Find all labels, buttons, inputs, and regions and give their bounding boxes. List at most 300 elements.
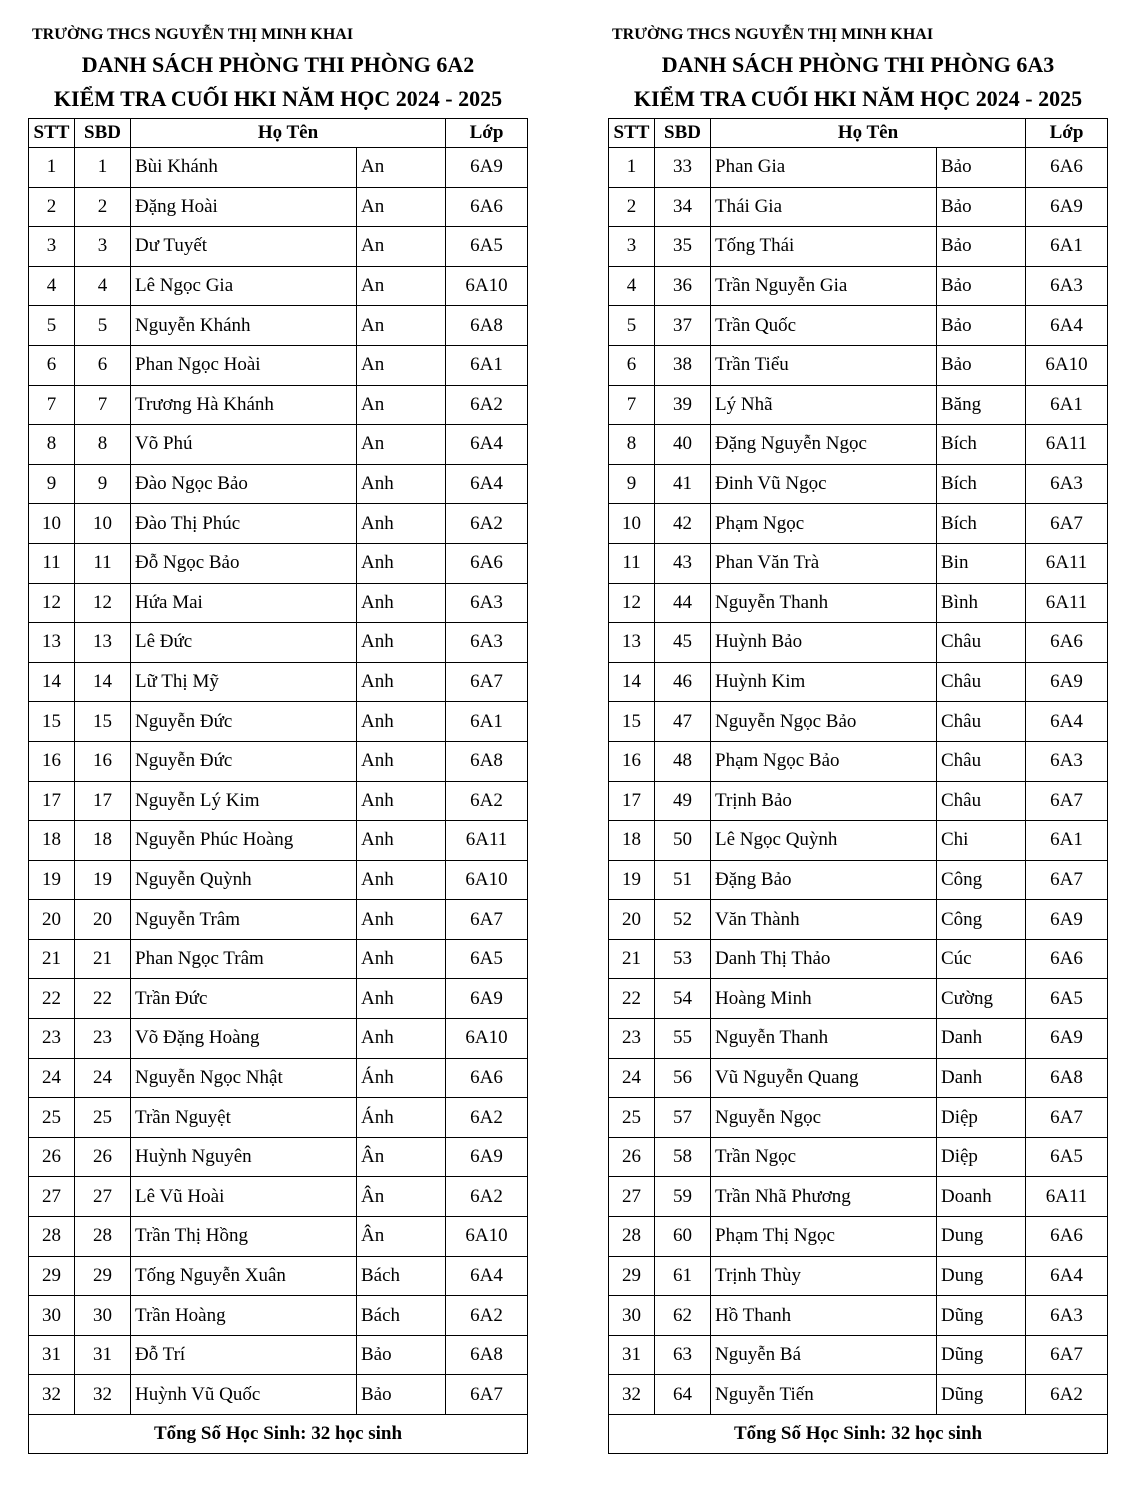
- stt-cell: 22: [29, 979, 75, 1019]
- table-row: [609, 227, 1108, 267]
- sbd-cell: 59: [655, 1177, 711, 1217]
- table-row: [29, 702, 528, 742]
- table-row: [29, 306, 528, 346]
- sbd-cell: 61: [655, 1256, 711, 1296]
- class-cell: 6A8: [446, 306, 528, 346]
- class-cell: 6A5: [1026, 1137, 1108, 1177]
- sbd-cell: 13: [75, 623, 131, 663]
- sbd-cell: 21: [75, 939, 131, 979]
- given-name-cell: Anh: [357, 821, 446, 861]
- sbd-cell: 30: [75, 1296, 131, 1336]
- table-row: [609, 821, 1108, 861]
- sbd-cell: 51: [655, 860, 711, 900]
- given-name-cell: An: [357, 345, 446, 385]
- given-name-cell: Anh: [357, 702, 446, 742]
- sbd-cell: 16: [75, 741, 131, 781]
- stt-cell: 27: [29, 1177, 75, 1217]
- table-row: [29, 979, 528, 1019]
- class-cell: 6A7: [1026, 1335, 1108, 1375]
- stt-cell: 9: [29, 464, 75, 504]
- given-name-cell: An: [357, 227, 446, 267]
- given-name-cell: Bích: [937, 504, 1026, 544]
- surname-cell: Hứa Mai: [131, 583, 357, 623]
- surname-cell: Nguyễn Lý Kim: [131, 781, 357, 821]
- given-name-cell: Bảo: [937, 227, 1026, 267]
- room-title: DANH SÁCH PHÒNG THI PHÒNG 6A2: [81, 52, 475, 77]
- header-name: Họ Tên: [131, 119, 446, 148]
- stt-cell: 6: [29, 345, 75, 385]
- given-name-cell: Bách: [357, 1256, 446, 1296]
- given-name-cell: Ân: [357, 1217, 446, 1257]
- surname-cell: Trần Hoàng: [131, 1296, 357, 1336]
- given-name-cell: Anh: [357, 1019, 446, 1059]
- given-name-cell: Châu: [937, 662, 1026, 702]
- stt-cell: 29: [29, 1256, 75, 1296]
- table-row: [609, 385, 1108, 425]
- table-row: [29, 821, 528, 861]
- surname-cell: Huỳnh Nguyên: [131, 1137, 357, 1177]
- header-sbd: SBD: [75, 119, 131, 148]
- sbd-cell: 45: [655, 623, 711, 663]
- sbd-cell: 57: [655, 1098, 711, 1138]
- class-cell: 6A11: [1026, 543, 1108, 583]
- given-name-cell: Bích: [937, 425, 1026, 465]
- surname-cell: Danh Thị Thảo: [711, 939, 937, 979]
- surname-cell: Đặng Bảo: [711, 860, 937, 900]
- stt-cell: 23: [29, 1019, 75, 1059]
- table-row: [29, 583, 528, 623]
- class-cell: 6A4: [446, 1256, 528, 1296]
- table-row: [29, 1296, 528, 1336]
- stt-cell: 2: [29, 187, 75, 227]
- stt-cell: 5: [29, 306, 75, 346]
- sbd-cell: 38: [655, 345, 711, 385]
- surname-cell: Trần Nhã Phương: [711, 1177, 937, 1217]
- table-header-row: [29, 119, 528, 148]
- sbd-cell: 9: [75, 464, 131, 504]
- stt-cell: 7: [609, 385, 655, 425]
- class-cell: 6A9: [1026, 187, 1108, 227]
- table-row: [29, 266, 528, 306]
- surname-cell: Lê Vũ Hoài: [131, 1177, 357, 1217]
- class-cell: 6A4: [446, 464, 528, 504]
- class-cell: 6A4: [1026, 306, 1108, 346]
- class-cell: 6A3: [1026, 266, 1108, 306]
- class-cell: 6A4: [1026, 1256, 1108, 1296]
- table-row: [609, 1296, 1108, 1336]
- table-row: [609, 702, 1108, 742]
- sbd-cell: 14: [75, 662, 131, 702]
- stt-cell: 15: [29, 702, 75, 742]
- stt-cell: 22: [609, 979, 655, 1019]
- surname-cell: Nguyễn Trâm: [131, 900, 357, 940]
- table-row: [609, 623, 1108, 663]
- table-row: [29, 1217, 528, 1257]
- class-cell: 6A9: [1026, 900, 1108, 940]
- sbd-cell: 18: [75, 821, 131, 861]
- class-cell: 6A1: [1026, 821, 1108, 861]
- exam-subtitle: KIỂM TRA CUỐI HKI NĂM HỌC 2024 - 2025: [633, 86, 1083, 111]
- class-cell: 6A2: [446, 385, 528, 425]
- table-row: [29, 1058, 528, 1098]
- given-name-cell: Anh: [357, 662, 446, 702]
- stt-cell: 28: [609, 1217, 655, 1257]
- given-name-cell: Cường: [937, 979, 1026, 1019]
- stt-cell: 28: [29, 1217, 75, 1257]
- class-cell: 6A1: [446, 345, 528, 385]
- given-name-cell: Anh: [357, 860, 446, 900]
- class-cell: 6A7: [1026, 1098, 1108, 1138]
- surname-cell: Trần Quốc: [711, 306, 937, 346]
- given-name-cell: An: [357, 187, 446, 227]
- table-row: [29, 1137, 528, 1177]
- surname-cell: Đào Ngọc Bảo: [131, 464, 357, 504]
- class-cell: 6A9: [1026, 1019, 1108, 1059]
- given-name-cell: An: [357, 266, 446, 306]
- stt-cell: 3: [29, 227, 75, 267]
- surname-cell: Đào Thị Phúc: [131, 504, 357, 544]
- sbd-cell: 63: [655, 1335, 711, 1375]
- table-row: [609, 1217, 1108, 1257]
- class-cell: 6A7: [446, 1375, 528, 1415]
- table-row: [609, 662, 1108, 702]
- sbd-cell: 26: [75, 1137, 131, 1177]
- class-cell: 6A1: [1026, 385, 1108, 425]
- sbd-cell: 4: [75, 266, 131, 306]
- given-name-cell: Anh: [357, 781, 446, 821]
- given-name-cell: Anh: [357, 623, 446, 663]
- class-cell: 6A6: [446, 187, 528, 227]
- surname-cell: Lý Nhã: [711, 385, 937, 425]
- surname-cell: Đặng Nguyễn Ngọc: [711, 425, 937, 465]
- sbd-cell: 33: [655, 148, 711, 188]
- stt-cell: 19: [609, 860, 655, 900]
- sbd-cell: 1: [75, 148, 131, 188]
- sbd-cell: 47: [655, 702, 711, 742]
- given-name-cell: Anh: [357, 900, 446, 940]
- class-cell: 6A5: [446, 227, 528, 267]
- surname-cell: Nguyễn Đức: [131, 702, 357, 742]
- class-cell: 6A10: [446, 860, 528, 900]
- table-row: [609, 543, 1108, 583]
- given-name-cell: Dung: [937, 1217, 1026, 1257]
- table-row: [609, 1019, 1108, 1059]
- surname-cell: Phạm Thị Ngọc: [711, 1217, 937, 1257]
- stt-cell: 13: [609, 623, 655, 663]
- stt-cell: 4: [29, 266, 75, 306]
- sbd-cell: 62: [655, 1296, 711, 1336]
- stt-cell: 20: [609, 900, 655, 940]
- sbd-cell: 15: [75, 702, 131, 742]
- class-cell: 6A1: [446, 702, 528, 742]
- stt-cell: 8: [609, 425, 655, 465]
- surname-cell: Phan Văn Trà: [711, 543, 937, 583]
- sbd-cell: 8: [75, 425, 131, 465]
- table-row: [29, 860, 528, 900]
- sbd-cell: 46: [655, 662, 711, 702]
- sbd-cell: 11: [75, 543, 131, 583]
- given-name-cell: Bảo: [937, 345, 1026, 385]
- surname-cell: Huỳnh Bảo: [711, 623, 937, 663]
- stt-cell: 21: [609, 939, 655, 979]
- sbd-cell: 6: [75, 345, 131, 385]
- class-cell: 6A7: [1026, 860, 1108, 900]
- given-name-cell: Diệp: [937, 1137, 1026, 1177]
- sbd-cell: 37: [655, 306, 711, 346]
- class-cell: 6A8: [446, 741, 528, 781]
- given-name-cell: Anh: [357, 979, 446, 1019]
- sbd-cell: 52: [655, 900, 711, 940]
- stt-cell: 17: [609, 781, 655, 821]
- stt-cell: 17: [29, 781, 75, 821]
- given-name-cell: Bích: [937, 464, 1026, 504]
- sbd-cell: 49: [655, 781, 711, 821]
- surname-cell: Trương Hà Khánh: [131, 385, 357, 425]
- given-name-cell: Dũng: [937, 1335, 1026, 1375]
- sbd-cell: 55: [655, 1019, 711, 1059]
- stt-cell: 10: [609, 504, 655, 544]
- class-cell: 6A6: [1026, 939, 1108, 979]
- total-students: Tổng Số Học Sinh: 32 học sinh: [609, 1415, 1108, 1454]
- stt-cell: 11: [29, 543, 75, 583]
- surname-cell: Thái Gia: [711, 187, 937, 227]
- stt-cell: 1: [609, 148, 655, 188]
- table-row: [609, 1177, 1108, 1217]
- class-cell: 6A2: [446, 781, 528, 821]
- surname-cell: Văn Thành: [711, 900, 937, 940]
- surname-cell: Phạm Ngọc: [711, 504, 937, 544]
- table-row: [29, 623, 528, 663]
- stt-cell: 23: [609, 1019, 655, 1059]
- sbd-cell: 50: [655, 821, 711, 861]
- table-row: [609, 939, 1108, 979]
- surname-cell: Phan Ngọc Hoài: [131, 345, 357, 385]
- exam-room-list-6a3: [608, 22, 1108, 1454]
- class-cell: 6A6: [446, 1058, 528, 1098]
- table-row: [609, 741, 1108, 781]
- stt-cell: 32: [29, 1375, 75, 1415]
- stt-cell: 9: [609, 464, 655, 504]
- surname-cell: Nguyễn Phúc Hoàng: [131, 821, 357, 861]
- surname-cell: Nguyễn Quỳnh: [131, 860, 357, 900]
- table-row: [29, 385, 528, 425]
- surname-cell: Lê Ngọc Gia: [131, 266, 357, 306]
- class-cell: 6A10: [446, 1019, 528, 1059]
- sbd-cell: 12: [75, 583, 131, 623]
- stt-cell: 7: [29, 385, 75, 425]
- table-row: [609, 425, 1108, 465]
- surname-cell: Tống Nguyễn Xuân: [131, 1256, 357, 1296]
- given-name-cell: Anh: [357, 939, 446, 979]
- surname-cell: Trần Đức: [131, 979, 357, 1019]
- total-row: [609, 1415, 1108, 1454]
- given-name-cell: Bin: [937, 543, 1026, 583]
- stt-cell: 13: [29, 623, 75, 663]
- given-name-cell: Ánh: [357, 1098, 446, 1138]
- class-cell: 6A11: [446, 821, 528, 861]
- class-cell: 6A5: [1026, 979, 1108, 1019]
- table-row: [29, 504, 528, 544]
- given-name-cell: Diệp: [937, 1098, 1026, 1138]
- school-name: TRƯỜNG THCS NGUYỄN THỊ MINH KHAI: [612, 26, 934, 43]
- given-name-cell: Cúc: [937, 939, 1026, 979]
- class-cell: 6A1: [1026, 227, 1108, 267]
- stt-cell: 21: [29, 939, 75, 979]
- surname-cell: Nguyễn Thanh: [711, 1019, 937, 1059]
- surname-cell: Vũ Nguyễn Quang: [711, 1058, 937, 1098]
- student-rows: [29, 148, 528, 1415]
- surname-cell: Phạm Ngọc Bảo: [711, 741, 937, 781]
- given-name-cell: An: [357, 425, 446, 465]
- table-row: [29, 900, 528, 940]
- surname-cell: Đỗ Ngọc Bảo: [131, 543, 357, 583]
- given-name-cell: Doanh: [937, 1177, 1026, 1217]
- stt-cell: 31: [29, 1335, 75, 1375]
- stt-cell: 31: [609, 1335, 655, 1375]
- given-name-cell: Chi: [937, 821, 1026, 861]
- header-class: Lớp: [446, 119, 528, 148]
- surname-cell: Phan Gia: [711, 148, 937, 188]
- header-name: Họ Tên: [711, 119, 1026, 148]
- given-name-cell: Danh: [937, 1058, 1026, 1098]
- stt-cell: 10: [29, 504, 75, 544]
- given-name-cell: Anh: [357, 543, 446, 583]
- class-cell: 6A5: [446, 939, 528, 979]
- header-class: Lớp: [1026, 119, 1108, 148]
- class-cell: 6A3: [446, 583, 528, 623]
- class-cell: 6A9: [446, 148, 528, 188]
- surname-cell: Bùi Khánh: [131, 148, 357, 188]
- stt-cell: 2: [609, 187, 655, 227]
- sbd-cell: 34: [655, 187, 711, 227]
- stt-cell: 8: [29, 425, 75, 465]
- total-students: Tổng Số Học Sinh: 32 học sinh: [29, 1415, 528, 1454]
- surname-cell: Nguyễn Khánh: [131, 306, 357, 346]
- table-row: [29, 662, 528, 702]
- table-row: [609, 979, 1108, 1019]
- class-cell: 6A11: [1026, 425, 1108, 465]
- given-name-cell: Bảo: [937, 266, 1026, 306]
- table-row: [29, 464, 528, 504]
- given-name-cell: An: [357, 306, 446, 346]
- class-cell: 6A6: [1026, 1217, 1108, 1257]
- given-name-cell: An: [357, 148, 446, 188]
- sbd-cell: 60: [655, 1217, 711, 1257]
- class-cell: 6A3: [446, 623, 528, 663]
- sbd-cell: 36: [655, 266, 711, 306]
- surname-cell: Tống Thái: [711, 227, 937, 267]
- table-row: [609, 148, 1108, 188]
- sbd-cell: 19: [75, 860, 131, 900]
- stt-cell: 24: [609, 1058, 655, 1098]
- class-cell: 6A2: [446, 1296, 528, 1336]
- given-name-cell: Bảo: [937, 187, 1026, 227]
- class-cell: 6A11: [1026, 1177, 1108, 1217]
- stt-cell: 18: [29, 821, 75, 861]
- class-cell: 6A9: [446, 979, 528, 1019]
- given-name-cell: Châu: [937, 781, 1026, 821]
- sbd-cell: 22: [75, 979, 131, 1019]
- class-cell: 6A2: [446, 1098, 528, 1138]
- room-title: DANH SÁCH PHÒNG THI PHÒNG 6A3: [661, 52, 1055, 77]
- sbd-cell: 41: [655, 464, 711, 504]
- class-cell: 6A3: [1026, 464, 1108, 504]
- surname-cell: Nguyễn Ngọc Nhật: [131, 1058, 357, 1098]
- class-cell: 6A7: [446, 900, 528, 940]
- table-row: [609, 1375, 1108, 1415]
- given-name-cell: Châu: [937, 702, 1026, 742]
- stt-cell: 11: [609, 543, 655, 583]
- table-row: [29, 741, 528, 781]
- sbd-cell: 28: [75, 1217, 131, 1257]
- table-row: [609, 504, 1108, 544]
- table-row: [609, 187, 1108, 227]
- sbd-cell: 42: [655, 504, 711, 544]
- exam-subtitle: KIỂM TRA CUỐI HKI NĂM HỌC 2024 - 2025: [53, 86, 503, 111]
- sbd-cell: 2: [75, 187, 131, 227]
- stt-cell: 20: [29, 900, 75, 940]
- sbd-cell: 32: [75, 1375, 131, 1415]
- class-cell: 6A3: [1026, 1296, 1108, 1336]
- table-row: [29, 425, 528, 465]
- table-row: [29, 1375, 528, 1415]
- surname-cell: Phan Ngọc Trâm: [131, 939, 357, 979]
- table-header-row: [609, 119, 1108, 148]
- surname-cell: Võ Phú: [131, 425, 357, 465]
- given-name-cell: Anh: [357, 583, 446, 623]
- surname-cell: Đinh Vũ Ngọc: [711, 464, 937, 504]
- table-row: [29, 345, 528, 385]
- surname-cell: Nguyễn Tiến: [711, 1375, 937, 1415]
- stt-cell: 16: [29, 741, 75, 781]
- surname-cell: Trần Thị Hồng: [131, 1217, 357, 1257]
- surname-cell: Đỗ Trí: [131, 1335, 357, 1375]
- sbd-cell: 29: [75, 1256, 131, 1296]
- stt-cell: 30: [609, 1296, 655, 1336]
- stt-cell: 24: [29, 1058, 75, 1098]
- class-cell: 6A11: [1026, 583, 1108, 623]
- table-row: [29, 1177, 528, 1217]
- table-row: [29, 148, 528, 188]
- class-cell: 6A3: [1026, 741, 1108, 781]
- given-name-cell: Bảo: [357, 1335, 446, 1375]
- sbd-cell: 64: [655, 1375, 711, 1415]
- given-name-cell: Dũng: [937, 1375, 1026, 1415]
- surname-cell: Hoàng Minh: [711, 979, 937, 1019]
- sbd-cell: 53: [655, 939, 711, 979]
- surname-cell: Trần Tiểu: [711, 345, 937, 385]
- class-cell: 6A6: [1026, 623, 1108, 663]
- stt-cell: 29: [609, 1256, 655, 1296]
- header-stt: STT: [609, 119, 655, 148]
- surname-cell: Võ Đặng Hoàng: [131, 1019, 357, 1059]
- stt-cell: 5: [609, 306, 655, 346]
- surname-cell: Nguyễn Đức: [131, 741, 357, 781]
- student-table: [608, 118, 1108, 1454]
- table-row: [609, 860, 1108, 900]
- sbd-cell: 35: [655, 227, 711, 267]
- table-row: [609, 781, 1108, 821]
- given-name-cell: Anh: [357, 464, 446, 504]
- surname-cell: Nguyễn Ngọc Bảo: [711, 702, 937, 742]
- class-cell: 6A10: [446, 1217, 528, 1257]
- surname-cell: Trần Nguyễn Gia: [711, 266, 937, 306]
- given-name-cell: Ánh: [357, 1058, 446, 1098]
- surname-cell: Huỳnh Vũ Quốc: [131, 1375, 357, 1415]
- surname-cell: Trịnh Thùy: [711, 1256, 937, 1296]
- stt-cell: 4: [609, 266, 655, 306]
- stt-cell: 30: [29, 1296, 75, 1336]
